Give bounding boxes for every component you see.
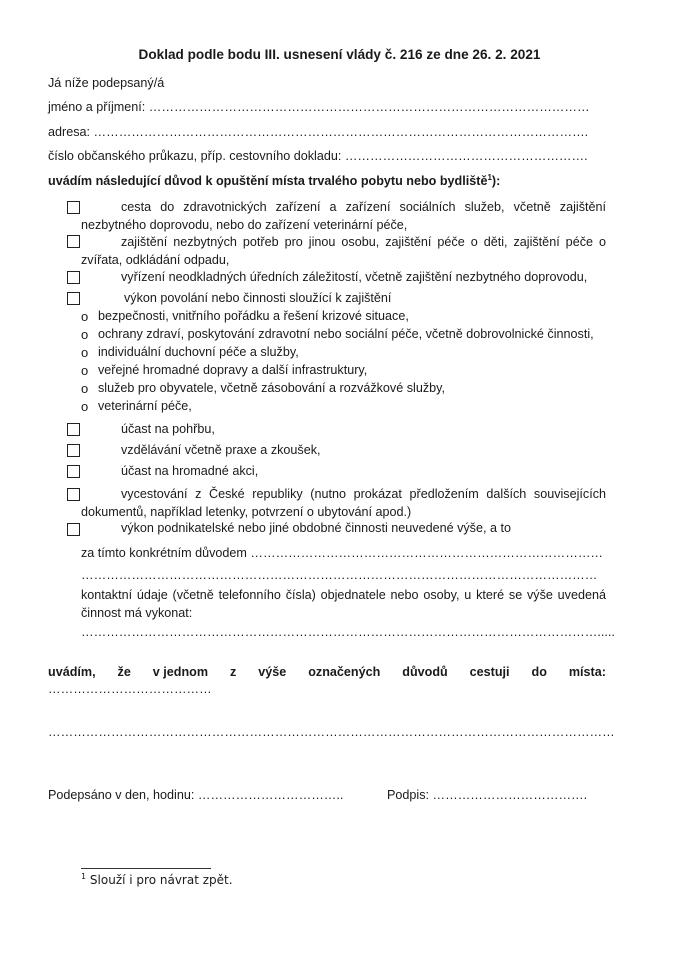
destination-word: označených <box>308 665 381 679</box>
destination-word: do <box>531 665 547 679</box>
bullet-icon: o <box>81 381 89 396</box>
reason-heading <box>48 174 500 188</box>
checkbox-business[interactable] <box>67 523 80 536</box>
bullet-icon: o <box>81 327 89 342</box>
intro-text: Já níže podepsaný/á <box>48 76 165 90</box>
contact-text: kontaktní údaje (včetně telefonního čísla) objednatele nebo osoby, u které se výše uvedená činnost má vykonat: <box>81 588 606 620</box>
specific-reason-field[interactable]: za tímto konkrétním důvodem ………………………………………………………………………… <box>81 546 604 560</box>
checkbox-mass-event[interactable] <box>67 465 80 478</box>
sub-item-health: ochrany zdraví, poskytování zdravotní nebo sociální péče, včetně dobrovolnické činnosti, <box>98 327 594 341</box>
destination-word: z <box>230 665 237 679</box>
reason-heading-tail: ): <box>491 174 501 188</box>
bullet-icon: o <box>81 363 89 378</box>
reason-heading-text: uvádím následující důvod k opuštění místa trvalého pobytu nebo bydliště <box>48 174 488 188</box>
document-title: Doklad podle bodu III. usnesení vlády č. 216 ze dne 26. 2. 2021 <box>138 47 541 62</box>
checkbox-health-care[interactable] <box>67 201 80 214</box>
checkbox-necessities[interactable] <box>67 235 80 248</box>
footnote-text: Slouží i pro návrat zpět. <box>89 873 233 887</box>
option-travel-abroad: vycestování z České republiky (nutno prokázat předložením dalších souvisejících dokumentů, například letenky, potvrzení o ubytování apod.) <box>81 487 606 519</box>
bullet-icon: o <box>81 399 89 414</box>
destination-word: místa: <box>568 665 606 679</box>
destination-word: že <box>117 665 131 679</box>
option-work: výkon povolání nebo činnosti sloužící k zajištění <box>124 291 392 305</box>
name-field[interactable]: jméno a příjmení: …………………………………………………………………………………………… <box>48 100 590 114</box>
signature-field[interactable]: Podpis: ………………………………. <box>387 788 588 802</box>
option-funeral: účast na pohřbu, <box>121 422 215 436</box>
sub-item-spiritual: individuální duchovní péče a služby, <box>98 345 299 359</box>
signed-date-field[interactable]: Podepsáno v den, hodinu: …………………………….. <box>48 788 344 802</box>
option-business: výkon podnikatelské nebo jiné obdobné činnosti neuvedené výše, a to <box>121 521 511 535</box>
destination-statement <box>48 665 606 679</box>
bullet-icon: o <box>81 345 89 360</box>
footnote <box>81 873 233 887</box>
destination-word: důvodů <box>402 665 448 679</box>
footnote-reference: 1 <box>487 172 492 182</box>
checkbox-official-matters[interactable] <box>67 271 80 284</box>
sub-item-transport: veřejné hromadné dopravy a další infrastruktury, <box>98 363 368 377</box>
option-mass-event: účast na hromadné akci, <box>121 464 259 478</box>
option-official-matters: vyřízení neodkladných úředních záležitostí, včetně zajištění nezbytného doprovodu, <box>121 270 588 284</box>
option-health-care: cesta do zdravotnických zařízení a zařízení sociálních služeb, včetně zajištění nezbytného doprovodu, nebo do zařízení veterinární péče, <box>81 200 606 232</box>
checkbox-education[interactable] <box>67 444 80 457</box>
destination-word: uvádím, <box>48 665 96 679</box>
checkbox-travel-abroad[interactable] <box>67 488 80 501</box>
destination-field-line[interactable]: ……………………………………………………………………………………………………………………… <box>48 725 615 739</box>
bullet-icon: o <box>81 309 89 324</box>
destination-word: v jednom <box>152 665 209 679</box>
destination-word: výše <box>258 665 287 679</box>
checkbox-work[interactable] <box>67 292 80 305</box>
option-education: vzdělávání včetně praxe a zkoušek, <box>121 443 321 457</box>
address-field[interactable]: adresa: ………………………………………………………………………………………………………. <box>48 125 589 139</box>
checkbox-funeral[interactable] <box>67 423 80 436</box>
sub-item-veterinary: veterinární péče, <box>98 399 192 413</box>
destination-field[interactable]: ………………………………… <box>48 682 212 696</box>
option-necessities: zajištění nezbytných potřeb pro jinou osobu, zajištění péče o děti, zajištění péče o zvířata, odkládání odpadu, <box>81 235 606 267</box>
contact-field[interactable]: ……………………………………………………………………………………………………………..... <box>81 625 615 639</box>
sub-item-services: služeb pro obyvatele, včetně zásobování a rozvážkové služby, <box>98 381 445 395</box>
footnote-number: 1 <box>81 872 87 881</box>
sub-item-security: bezpečnosti, vnitřního pořádku a řešení krizové situace, <box>98 309 409 323</box>
id-document-field[interactable]: číslo občanského průkazu, příp. cestovního dokladu: …………………………………………………. <box>48 149 588 163</box>
footnote-divider <box>81 868 211 869</box>
destination-word: cestuji <box>469 665 510 679</box>
specific-reason-line[interactable]: …………………………………………………………………………………………………………… <box>81 568 598 582</box>
